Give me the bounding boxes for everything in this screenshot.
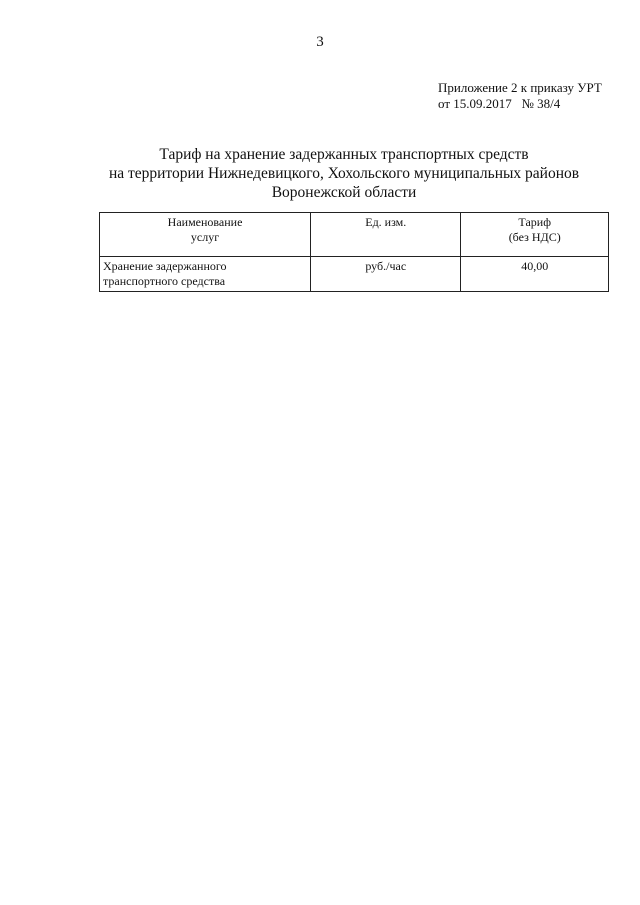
title-line-2: на территории Нижнедевицкого, Хохольского муниципальных районов (108, 165, 580, 182)
table-row (100, 257, 609, 292)
cell-price: 40,00 (461, 257, 609, 292)
header-service-name-line-1: Наименование (167, 215, 243, 229)
header-service-name-line-2: услуг (190, 230, 220, 244)
header-unit-line-1: Ед. изм. (365, 215, 407, 229)
page-number: 3 (316, 34, 324, 50)
table-header-row (100, 213, 609, 257)
header-tariff-line-1: Тариф (518, 215, 551, 229)
header-unit (311, 213, 461, 257)
header-tariff (461, 213, 609, 257)
appendix-line-1: Приложение 2 к приказу УРТ (438, 80, 602, 95)
title-line-3: Воронежской области (271, 184, 417, 201)
cell-service-name (100, 257, 311, 292)
header-service-name (100, 213, 311, 257)
cell-unit: руб./час (311, 257, 461, 292)
tariff-table (99, 212, 609, 292)
service-name-line-1: Хранение задержанного (103, 259, 227, 273)
service-name-line-2: транспортного средства (103, 274, 226, 288)
appendix-reference (438, 80, 602, 112)
appendix-line-2: от 15.09.2017 № 38/4 (438, 96, 561, 111)
header-tariff-line-2: (без НДС) (508, 230, 561, 244)
document-title (0, 145, 640, 202)
title-line-1: Тариф на хранение задержанных транспортных средств (159, 146, 529, 163)
